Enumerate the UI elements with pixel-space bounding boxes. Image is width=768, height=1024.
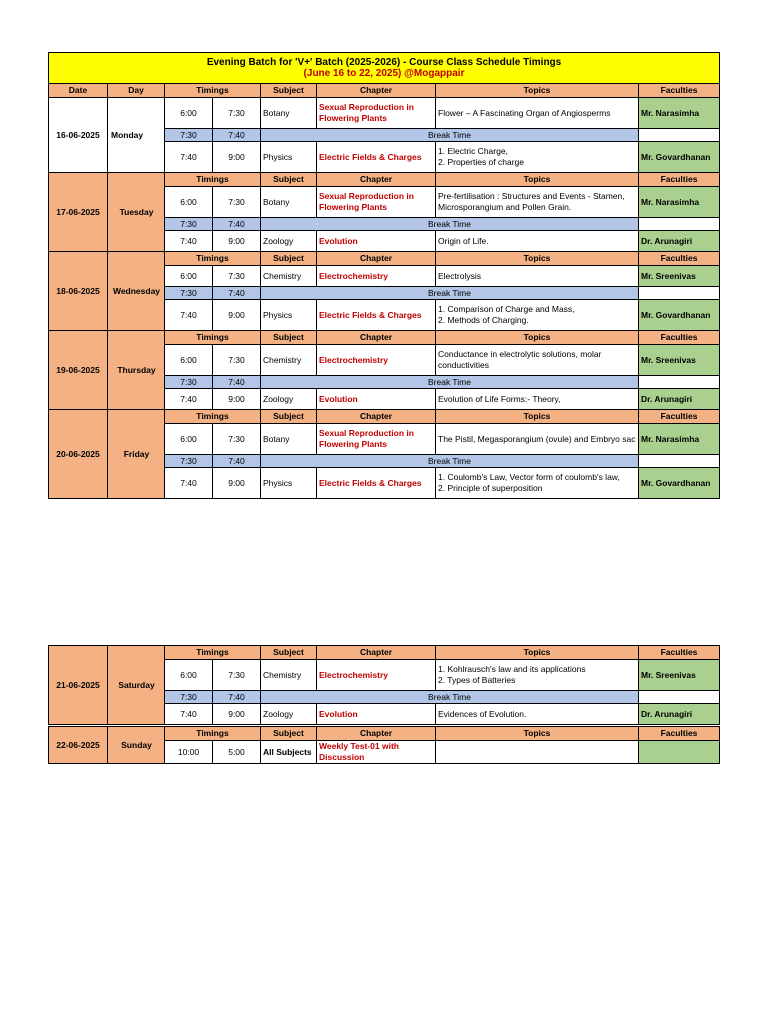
chapter-cell: Evolution <box>317 389 436 410</box>
header-faculties: Faculties <box>639 726 720 741</box>
chapter-cell: Weekly Test-01 with Discussion <box>317 741 436 764</box>
topics-cell: Evolution of Life Forms:- Theory, <box>436 389 639 410</box>
break-label: Break Time <box>261 691 639 704</box>
schedule-table-weekdays <box>48 52 720 499</box>
end-time: 5:00 <box>213 741 261 764</box>
date-cell: 17-06-2025 <box>49 173 108 252</box>
end-time: 9:00 <box>213 142 261 173</box>
break-end: 7:40 <box>213 455 261 468</box>
break-faculty-cell <box>639 376 720 389</box>
date-cell: 20-06-2025 <box>49 410 108 499</box>
date-cell: 21-06-2025 <box>49 646 108 726</box>
break-end: 7:40 <box>213 287 261 300</box>
break-faculty-cell <box>639 218 720 231</box>
break-faculty-cell <box>639 129 720 142</box>
topics-cell: Electrolysis <box>436 266 639 287</box>
header-subject: Subject <box>261 410 317 424</box>
start-time: 6:00 <box>165 98 213 129</box>
day-header-row <box>49 726 720 741</box>
page-title <box>49 53 720 84</box>
day-header-row <box>49 252 720 266</box>
break-start: 7:30 <box>165 287 213 300</box>
break-start: 7:30 <box>165 691 213 704</box>
start-time: 6:00 <box>165 424 213 455</box>
break-faculty-cell <box>639 455 720 468</box>
subject-cell: Physics <box>261 142 317 173</box>
end-time: 9:00 <box>213 468 261 499</box>
break-label: Break Time <box>261 287 639 300</box>
subject-cell: Botany <box>261 98 317 129</box>
chapter-cell: Electric Fields & Charges <box>317 468 436 499</box>
day-header-row <box>49 646 720 660</box>
header-topics: Topics <box>436 331 639 345</box>
subject-cell: Zoology <box>261 704 317 726</box>
header-chapter: Chapter <box>317 252 436 266</box>
faculty-cell: Mr. Govardhanan <box>639 142 720 173</box>
chapter-cell: Sexual Reproduction in Flowering Plants <box>317 187 436 218</box>
header-faculties: Faculties <box>639 331 720 345</box>
session-row <box>49 98 720 129</box>
chapter-cell: Electrochemistry <box>317 266 436 287</box>
header-timings: Timings <box>165 331 261 345</box>
subject-cell: Botany <box>261 424 317 455</box>
title-line1: Evening Batch for 'V+' Batch (2025-2026) - Course Class Schedule Timings <box>206 57 562 68</box>
header-date: Date <box>49 84 108 98</box>
chapter-cell: Sexual Reproduction in Flowering Plants <box>317 98 436 129</box>
faculty-cell: Mr. Sreenivas <box>639 266 720 287</box>
header-chapter: Chapter <box>317 331 436 345</box>
end-time: 7:30 <box>213 98 261 129</box>
day-cell: Thursday <box>108 331 165 410</box>
day-header-row <box>49 173 720 187</box>
header-timings: Timings <box>165 646 261 660</box>
end-time: 9:00 <box>213 300 261 331</box>
faculty-cell: Mr. Narasimha <box>639 187 720 218</box>
title-line2: (June 16 to 22, 2025) @Mogappair <box>303 68 465 79</box>
faculty-cell: Mr. Sreenivas <box>639 345 720 376</box>
header-faculties: Faculties <box>639 173 720 187</box>
faculty-cell: Dr. Arunagiri <box>639 231 720 252</box>
break-end: 7:40 <box>213 376 261 389</box>
topics-cell: Evidences of Evolution. <box>436 704 639 726</box>
break-label: Break Time <box>261 129 639 142</box>
topics-cell: 1. Kohlrausch's law and its applications 2. Types of Batteries <box>436 660 639 691</box>
break-start: 7:30 <box>165 218 213 231</box>
date-cell: 19-06-2025 <box>49 331 108 410</box>
date-cell: 18-06-2025 <box>49 252 108 331</box>
day-header-row <box>49 410 720 424</box>
faculty-cell: Mr. Govardhanan <box>639 468 720 499</box>
end-time: 7:30 <box>213 424 261 455</box>
header-chapter: Chapter <box>317 726 436 741</box>
chapter-cell: Electric Fields & Charges <box>317 300 436 331</box>
header-faculties: Faculties <box>639 84 720 98</box>
subject-cell: Botany <box>261 187 317 218</box>
header-chapter: Chapter <box>317 646 436 660</box>
subject-cell: Chemistry <box>261 266 317 287</box>
header-topics: Topics <box>436 410 639 424</box>
subject-cell: Physics <box>261 300 317 331</box>
header-faculties: Faculties <box>639 252 720 266</box>
subject-cell: Chemistry <box>261 345 317 376</box>
header-subject: Subject <box>261 252 317 266</box>
header-faculties: Faculties <box>639 410 720 424</box>
header-topics: Topics <box>436 173 639 187</box>
header-timings: Timings <box>165 252 261 266</box>
subject-cell: All Subjects <box>261 741 317 764</box>
header-subject: Subject <box>261 726 317 741</box>
header-subject: Subject <box>261 646 317 660</box>
break-end: 7:40 <box>213 218 261 231</box>
break-start: 7:30 <box>165 376 213 389</box>
chapter-cell: Electrochemistry <box>317 345 436 376</box>
day-cell: Monday <box>108 98 165 173</box>
start-time: 10:00 <box>165 741 213 764</box>
start-time: 7:40 <box>165 468 213 499</box>
day-cell: Sunday <box>108 726 165 764</box>
subject-cell: Chemistry <box>261 660 317 691</box>
start-time: 7:40 <box>165 704 213 726</box>
start-time: 7:40 <box>165 142 213 173</box>
break-start: 7:30 <box>165 129 213 142</box>
date-cell: 22-06-2025 <box>49 726 108 764</box>
faculty-cell: Mr. Sreenivas <box>639 660 720 691</box>
start-time: 7:40 <box>165 389 213 410</box>
start-time: 6:00 <box>165 660 213 691</box>
end-time: 9:00 <box>213 704 261 726</box>
topics-cell: 1. Electric Charge, 2. Properties of charge <box>436 142 639 173</box>
day-header-row <box>49 331 720 345</box>
break-label: Break Time <box>261 455 639 468</box>
break-faculty-cell <box>639 691 720 704</box>
day-cell: Friday <box>108 410 165 499</box>
topics-cell: Origin of Life. <box>436 231 639 252</box>
subject-cell: Zoology <box>261 231 317 252</box>
header-chapter: Chapter <box>317 84 436 98</box>
header-timings: Timings <box>165 410 261 424</box>
header-chapter: Chapter <box>317 173 436 187</box>
chapter-cell: Evolution <box>317 231 436 252</box>
header-chapter: Chapter <box>317 410 436 424</box>
header-faculties: Faculties <box>639 646 720 660</box>
end-time: 7:30 <box>213 187 261 218</box>
topics-cell: Conductance in electrolytic solutions, molar conductivities <box>436 345 639 376</box>
end-time: 7:30 <box>213 660 261 691</box>
start-time: 6:00 <box>165 345 213 376</box>
faculty-cell: Dr. Arunagiri <box>639 389 720 410</box>
break-start: 7:30 <box>165 455 213 468</box>
subject-cell: Physics <box>261 468 317 499</box>
start-time: 6:00 <box>165 266 213 287</box>
schedule-table-weekend <box>48 645 720 764</box>
chapter-cell: Electrochemistry <box>317 660 436 691</box>
start-time: 6:00 <box>165 187 213 218</box>
header-subject: Subject <box>261 331 317 345</box>
header-timings: Timings <box>165 173 261 187</box>
date-cell: 16-06-2025 <box>49 98 108 173</box>
break-faculty-cell <box>639 287 720 300</box>
chapter-cell: Evolution <box>317 704 436 726</box>
faculty-cell: Mr. Narasimha <box>639 98 720 129</box>
end-time: 7:30 <box>213 266 261 287</box>
header-subject: Subject <box>261 84 317 98</box>
day-cell: Saturday <box>108 646 165 726</box>
break-label: Break Time <box>261 218 639 231</box>
header-topics: Topics <box>436 252 639 266</box>
chapter-cell: Sexual Reproduction in Flowering Plants <box>317 424 436 455</box>
topics-cell: 1. Coulomb's Law, Vector form of coulomb's law, 2. Principle of superposition <box>436 468 639 499</box>
header-timings: Timings <box>165 726 261 741</box>
faculty-cell: Dr. Arunagiri <box>639 704 720 726</box>
end-time: 9:00 <box>213 231 261 252</box>
start-time: 7:40 <box>165 231 213 252</box>
topics-cell: The Pistil, Megasporangium (ovule) and Embryo sac <box>436 424 639 455</box>
faculty-cell: Mr. Narasimha <box>639 424 720 455</box>
header-timings: Timings <box>165 84 261 98</box>
subject-cell: Zoology <box>261 389 317 410</box>
day-cell: Tuesday <box>108 173 165 252</box>
start-time: 7:40 <box>165 300 213 331</box>
topics-cell: 1. Comparison of Charge and Mass, 2. Methods of Charging. <box>436 300 639 331</box>
faculty-cell: Mr. Govardhanan <box>639 300 720 331</box>
header-day: Day <box>108 84 165 98</box>
header-subject: Subject <box>261 173 317 187</box>
faculty-cell <box>639 741 720 764</box>
header-topics: Topics <box>436 726 639 741</box>
chapter-cell: Electric Fields & Charges <box>317 142 436 173</box>
header-topics: Topics <box>436 646 639 660</box>
end-time: 9:00 <box>213 389 261 410</box>
topics-cell: Pre-fertilisation : Structures and Events - Stamen, Microsporangium and Pollen Grain. <box>436 187 639 218</box>
end-time: 7:30 <box>213 345 261 376</box>
break-end: 7:40 <box>213 129 261 142</box>
topics-cell <box>436 741 639 764</box>
column-header-row <box>49 84 720 98</box>
break-label: Break Time <box>261 376 639 389</box>
break-end: 7:40 <box>213 691 261 704</box>
header-topics: Topics <box>436 84 639 98</box>
topics-cell: Flower – A Fascinating Organ of Angiosperms <box>436 98 639 129</box>
day-cell: Wednesday <box>108 252 165 331</box>
